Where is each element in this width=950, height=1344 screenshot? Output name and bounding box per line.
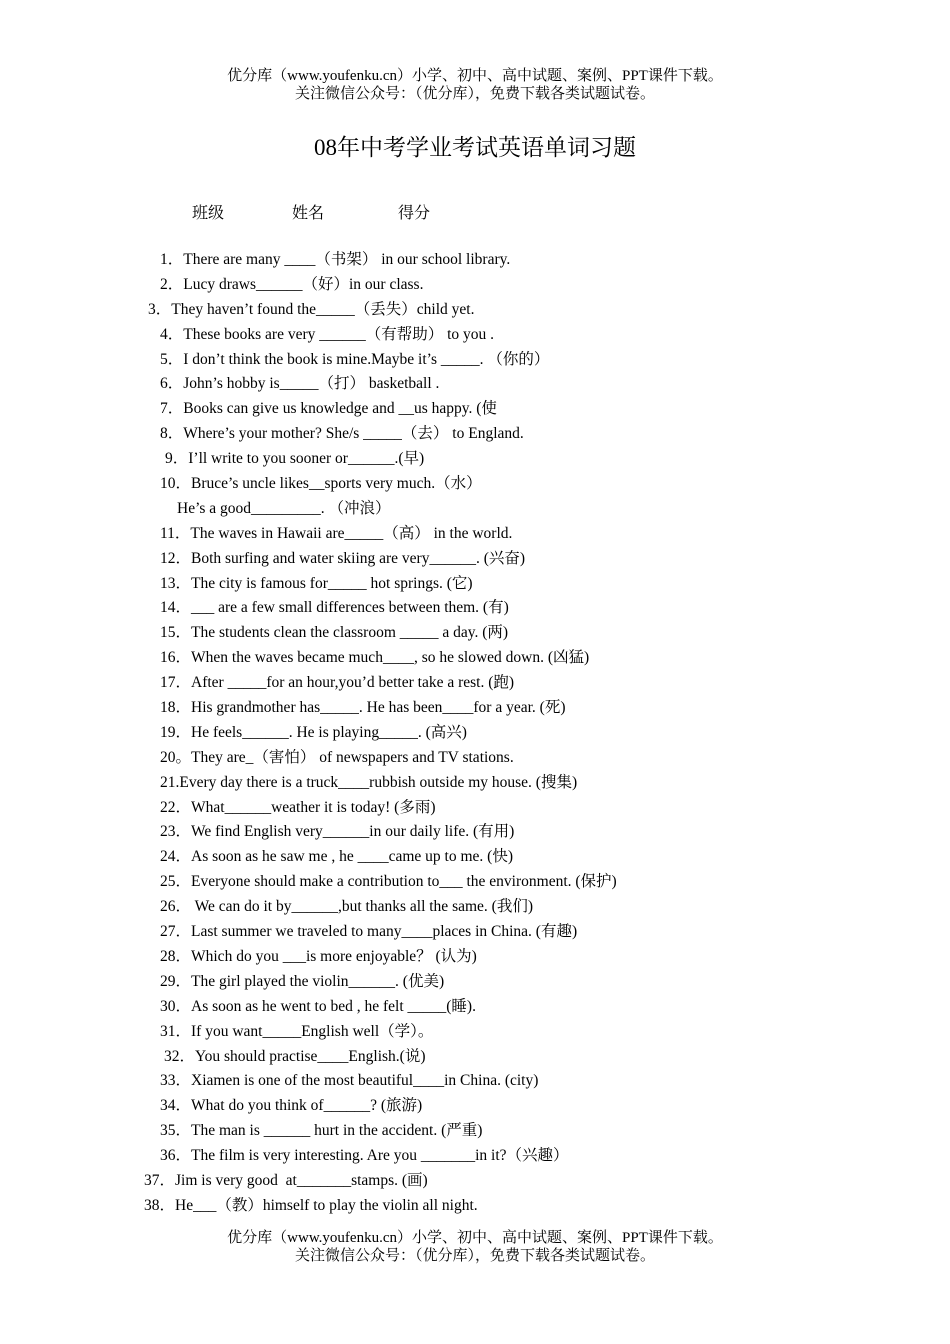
- question-13: 13．The city is famous for_____ hot springs. (它): [160, 574, 473, 592]
- question-8: 8．Where’s your mother? She/s _____（去） to England.: [160, 425, 524, 443]
- question-7: 7．Books can give us knowledge and __us happy. (使: [160, 400, 497, 418]
- question-20: 20。They are_（害怕） of newspapers and TV stations.: [160, 748, 514, 766]
- question-11: 11．The waves in Hawaii are_____（高） in the world.: [160, 524, 513, 542]
- question-38: 38．He___（教）himself to play the violin all night.: [144, 1196, 478, 1214]
- question-15: 15．The students clean the classroom _____ a day. (两): [160, 624, 509, 642]
- question-22: 22．What______weather it is today! (多雨): [160, 798, 436, 816]
- question-25: 25．Everyone should make a contribution to___ the environment. (保护): [160, 873, 617, 891]
- question-24: 24．As soon as he saw me , he ____came up to me. (快): [160, 848, 513, 866]
- question-35: 35．The man is ______ hurt in the accident. (严重): [160, 1122, 483, 1140]
- question-1: 1．There are many ____（书架） in our school library.: [160, 251, 511, 268]
- footer-line-1: 优分库（www.youfenku.cn）小学、初中、高中试题、案例、PPT课件下载。: [227, 1230, 723, 1246]
- header-line-1: 优分库（www.youfenku.cn）小学、初中、高中试题、案例、PPT课件下载。: [227, 68, 723, 84]
- question-17: 17．After _____for an hour,you’d better take a rest. (跑): [160, 674, 515, 692]
- question-37: 37．Jim is very good at_______stamps. (画): [144, 1171, 428, 1189]
- name-label: 姓名: [292, 205, 325, 222]
- question-28: 28．Which do you ___is more enjoyable？ (认为): [160, 947, 477, 965]
- footer-line-2: 关注微信公众号：（优分库），免费下载各类试题试卷。: [294, 1248, 655, 1264]
- question-19: 19．He feels______. He is playing_____. (高兴): [160, 723, 467, 741]
- question-34: 34．What do you think of______? (旅游): [160, 1097, 423, 1115]
- student-info-row: [0, 200, 950, 222]
- question-12: 12．Both surfing and water skiing are very______. (兴奋): [160, 549, 526, 567]
- question-26: 26． We can do it by______,but thanks all the same. (我们): [160, 898, 533, 916]
- question-21: 21.Every day there is a truck____rubbish outside my house. (搜集): [160, 773, 578, 791]
- question-4: 4．These books are very ______（有帮助） to you .: [160, 325, 495, 343]
- question-16: 16．When the waves became much____, so he slowed down. (凶猛): [160, 649, 590, 667]
- question-14: 14．___ are a few small differences between them. (有): [160, 599, 509, 617]
- question-27: 27．Last summer we traveled to many____places in China. (有趣): [160, 923, 578, 941]
- question-5: 5．I don’t think the book is mine.Maybe it’s _____. （你的）: [160, 350, 550, 368]
- question-18: 18．His grandmother has_____. He has been____for a year. (死): [160, 699, 566, 717]
- score-label: 得分: [398, 205, 431, 222]
- question-10-continuation: He’s a good_________. （冲浪）: [177, 499, 391, 517]
- class-label: 班级: [192, 205, 225, 222]
- question-10: 10．Bruce’s uncle likes__sports very much.（水）: [160, 475, 482, 493]
- question-32: 32．You should practise____English.(说): [164, 1047, 426, 1065]
- question-9: 9．I’ll write to you sooner or______.(早): [165, 450, 425, 468]
- question-33: 33．Xiamen is one of the most beautiful____in China. (city): [160, 1072, 539, 1090]
- page-title: 08年中考学业考试英语单词习题: [314, 135, 636, 160]
- question-2: 2．Lucy draws______（好）in our class.: [160, 275, 424, 293]
- question-36: 36．The film is very interesting. Are you _______in it?（兴趣）: [160, 1147, 569, 1165]
- question-29: 29．The girl played the violin______. (优美): [160, 972, 445, 990]
- question-30: 30．As soon as he went to bed , he felt _____(睡).: [160, 997, 476, 1015]
- question-23: 23．We find English very______in our daily life. (有用): [160, 823, 515, 841]
- question-31: 31．If you want_____English well（学）。: [160, 1022, 434, 1040]
- question-list: [0, 248, 950, 1219]
- question-3: 3．They haven’t found the_____（丢失）child yet.: [148, 300, 475, 318]
- question-6: 6．John’s hobby is_____（打） basketball .: [160, 375, 440, 393]
- header-line-2: 关注微信公众号：（优分库），免费下载各类试题试卷。: [294, 86, 655, 102]
